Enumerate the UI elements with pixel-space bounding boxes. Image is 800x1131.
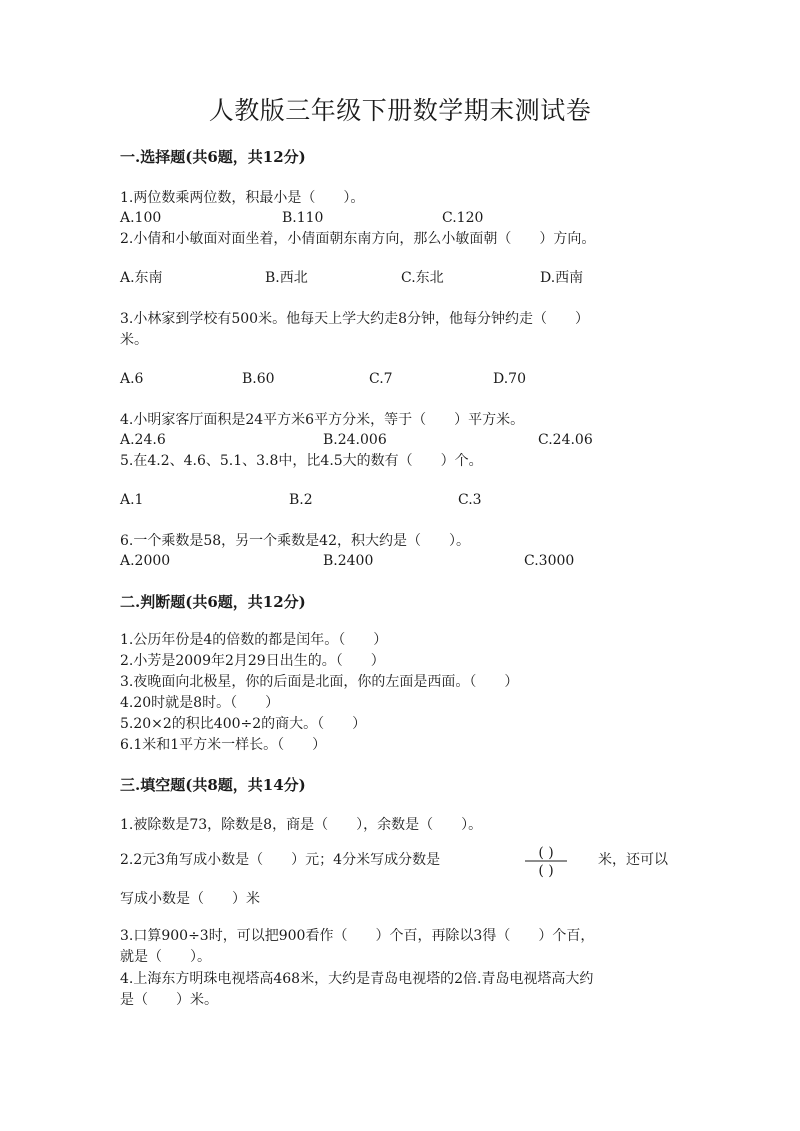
fraction-blank xyxy=(522,843,570,879)
fill-q3-line1: 3.口算900÷3时，可以把900看作（ ）个百，再除以3得（ ）个百， xyxy=(120,928,595,944)
choice-q3-stem-line2: 米。 xyxy=(120,332,148,348)
choice-q2-stem: 2.小倩和小敏面对面坐着，小倩面朝东南方向，那么小敏面朝（ ）方向。 xyxy=(120,231,596,247)
choice-q6-option-b: B.2400 xyxy=(323,553,374,569)
choice-q6-option-a: A.2000 xyxy=(120,553,171,569)
fraction-numerator: ( ) xyxy=(538,845,554,861)
fill-q3-line2: 就是（ ）。 xyxy=(120,949,211,965)
choice-q2-option-c: C.东北 xyxy=(401,270,444,286)
choice-q3-option-b: B.60 xyxy=(242,371,275,387)
choice-q2-option-b: B.西北 xyxy=(265,270,308,286)
fill-q2-part1: 2.2元3角写成小数是（ ）元；4分米写成分数是 xyxy=(120,852,441,868)
choice-q5-stem: 5.在4.2、4.6、5.1、3.8中，比4.5大的数有（ ）个。 xyxy=(120,453,483,469)
choice-q6-option-c: C.3000 xyxy=(524,553,575,569)
fill-q1: 1.被除数是73，除数是8，商是（ ），余数是（ ）。 xyxy=(120,817,483,833)
section-heading-fill: 三.填空题(共8题，共14分) xyxy=(120,776,306,794)
choice-q4-option-b: B.24.006 xyxy=(323,432,387,448)
choice-q1-option-b: B.110 xyxy=(282,210,324,226)
choice-q5-option-a: A.1 xyxy=(120,492,144,508)
choice-q5-option-c: C.3 xyxy=(458,492,482,508)
choice-q1-stem: 1.两位数乘两位数，积最小是（ ）。 xyxy=(120,190,365,206)
choice-q5-option-b: B.2 xyxy=(289,492,313,508)
judge-item-5: 5.20×2的积比400÷2的商大。（ ） xyxy=(120,716,367,732)
section-heading-choice: 一.选择题(共6题，共12分) xyxy=(120,148,306,166)
section-heading-judge: 二.判断题(共6题，共12分) xyxy=(120,593,306,611)
judge-item-2: 2.小芳是2009年2月29日出生的。（ ） xyxy=(120,653,385,669)
fill-q4-line1: 4.上海东方明珠电视塔高468米，大约是青岛电视塔的2倍.青岛电视塔高大约 xyxy=(120,971,594,987)
fill-q2-part2: 米，还可以 xyxy=(598,852,668,868)
choice-q3-stem-line1: 3.小林家到学校有500米。他每天上学大约走8分钟，他每分钟约走（ ） xyxy=(120,311,589,327)
choice-q2-option-a: A.东南 xyxy=(120,270,163,286)
fraction-denominator: ( ) xyxy=(538,863,554,879)
choice-q3-option-c: C.7 xyxy=(369,371,393,387)
choice-q1-option-c: C.120 xyxy=(442,210,484,226)
judge-item-6: 6.1米和1平方米一样长。（ ） xyxy=(120,737,327,753)
choice-q2-option-d: D.西南 xyxy=(540,270,584,286)
choice-q3-option-a: A.6 xyxy=(120,371,144,387)
choice-q1-option-a: A.100 xyxy=(120,210,162,226)
fill-q2-line2: 写成小数是（ ）米 xyxy=(120,891,260,907)
page-title: 人教版三年级下册数学期末测试卷 xyxy=(208,96,592,125)
choice-q4-option-c: C.24.06 xyxy=(538,432,593,448)
choice-q6-stem: 6.一个乘数是58，另一个乘数是42，积大约是（ ）。 xyxy=(120,533,470,549)
fill-q4-line2: 是（ ）米。 xyxy=(120,992,218,1008)
choice-q3-option-d: D.70 xyxy=(493,371,526,387)
judge-item-1: 1.公历年份是4的倍数的都是闰年。（ ） xyxy=(120,632,388,648)
judge-item-4: 4.20时就是8时。（ ） xyxy=(120,695,280,711)
choice-q4-stem: 4.小明家客厅面积是24平方米6平方分米，等于（ ）平方米。 xyxy=(120,412,525,428)
choice-q4-option-a: A.24.6 xyxy=(120,432,166,448)
judge-item-3: 3.夜晚面向北极星，你的后面是北面，你的左面是西面。（ ） xyxy=(120,674,519,690)
